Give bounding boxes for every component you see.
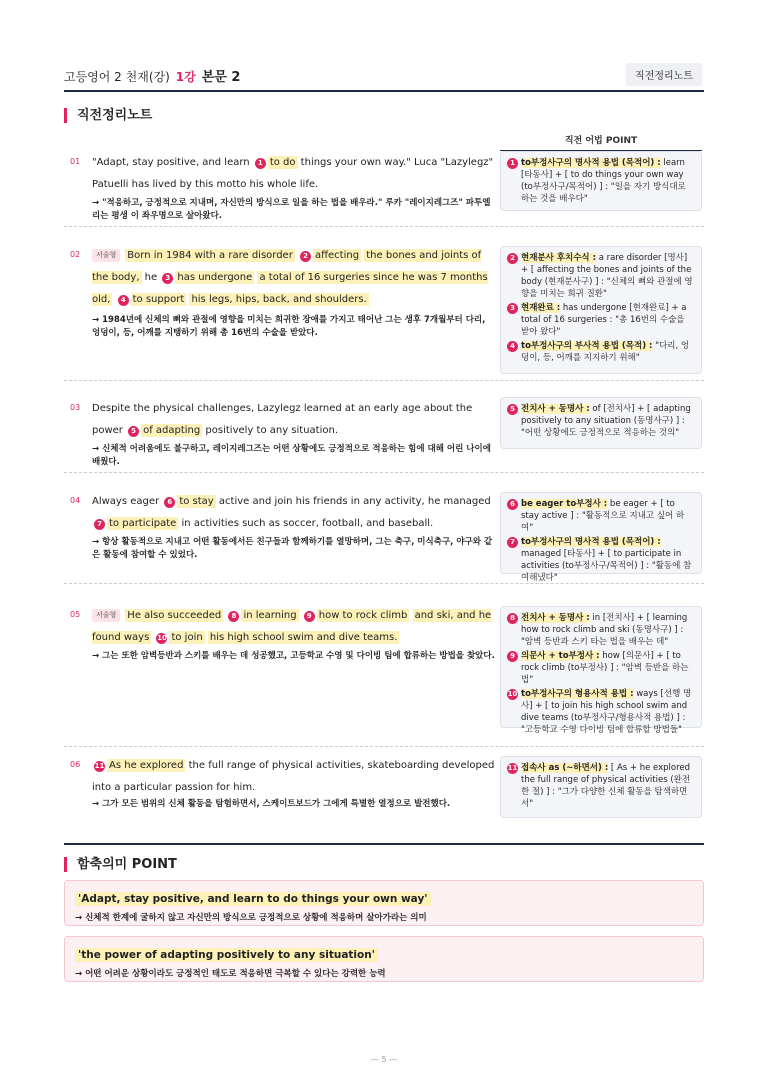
point-marker: 8 bbox=[507, 613, 518, 624]
grammar-explanation: of [전치사] + [ adapting positively to any situation (동명사구) ] : "어떤 상황에도 긍정적으로 적응하는 것의" bbox=[521, 404, 691, 438]
sentence-number: 02 bbox=[70, 250, 81, 259]
sentence-text: positively to any situation. bbox=[202, 425, 339, 436]
essay-tag: 서술형 bbox=[92, 249, 120, 262]
lesson-number: 1강 bbox=[175, 70, 196, 84]
grammar-label: 전치사 + 동명사 : bbox=[521, 613, 590, 623]
highlighted-phrase: in learning bbox=[243, 610, 297, 621]
page-header bbox=[64, 64, 704, 92]
sentence-text: "Adapt, stay positive, and learn bbox=[92, 157, 253, 168]
english-sentence bbox=[92, 491, 496, 535]
highlighted-phrase: As he explored bbox=[109, 760, 184, 771]
point-marker: 10 bbox=[507, 690, 518, 698]
implication-meaning: → 어떤 어려운 상황이라도 긍정적인 태도로 적응하면 극복할 수 있다는 강력한 능력 bbox=[75, 969, 386, 979]
grammar-label: to부정사구의 형용사적 용법 : bbox=[521, 689, 634, 699]
point-marker: 7 bbox=[94, 519, 105, 530]
grammar-point bbox=[507, 612, 695, 648]
grammar-label: 의문사 + to부정사 : bbox=[521, 651, 600, 661]
highlighted-phrase: of adapting bbox=[143, 425, 201, 436]
sentence-text: in activities such as soccer, football, and baseball. bbox=[178, 518, 434, 529]
point-marker: 9 bbox=[507, 651, 518, 662]
grammar-label: 접속사 as (~하면서) : bbox=[521, 763, 609, 773]
section-title: 직전정리노트 bbox=[64, 108, 152, 123]
point-marker: 3 bbox=[162, 273, 173, 284]
grammar-point-box bbox=[500, 151, 702, 211]
grammar-point bbox=[507, 650, 695, 686]
grammar-explanation: a rare disorder [명사] + [ affecting the bones and joints of the body (현재분사구) ] : "신체의 뼈와 관절에 영향을 미치는 희귀 질환" bbox=[521, 253, 693, 299]
grammar-label: 전치사 + 동명사 : bbox=[521, 404, 590, 414]
korean-translation: → 신체적 어려움에도 불구하고, 레이지레그즈는 어떤 상황에도 긍정적으로 적응하는 힘에 대해 어린 나이에 배웠다. bbox=[92, 444, 491, 467]
implication-box-1 bbox=[64, 880, 704, 926]
implication-box-2 bbox=[64, 936, 704, 982]
grammar-explanation: managed [타동사] + [ to participate in activities (to부정사구/목적어) ] : "활동에 참여해냈다" bbox=[521, 549, 692, 583]
point-marker: 2 bbox=[300, 251, 311, 262]
grammar-explanation: be eager + [ to stay active ] : "활동적으로 지내고 싶어 하여" bbox=[521, 499, 685, 533]
implication-title: 함축의미 POINT bbox=[64, 857, 177, 872]
highlighted-phrase: affecting bbox=[315, 250, 360, 261]
highlighted-phrase: his legs, hips, back, and shoulders. bbox=[191, 294, 367, 305]
page-number: — 5 — bbox=[370, 1055, 398, 1064]
header-tag: 직전정리노트 bbox=[626, 63, 702, 86]
grammar-point bbox=[507, 498, 695, 534]
highlighted-phrase: his high school swim and dive teams. bbox=[209, 632, 398, 643]
implication-meaning: → 신체적 한계에 굴하지 않고 자신만의 방식으로 긍정적으로 상황에 적응하며 살아가라는 의미 bbox=[75, 913, 427, 923]
grammar-point-box bbox=[500, 492, 702, 583]
highlighted-phrase: and ski, and he found ways bbox=[92, 610, 492, 643]
point-marker: 6 bbox=[507, 499, 518, 510]
sentence-text bbox=[295, 250, 298, 261]
grammar-point bbox=[507, 688, 695, 736]
grammar-explanation: ways [선행 명사] + [ to join his high school swim and dive teams (to부정사구/형용사적 용법) ] : "고등학교 수영 다이빙 팀에 합류할 방법들" bbox=[521, 689, 692, 735]
point-marker: 11 bbox=[507, 764, 518, 772]
point-marker: 10 bbox=[157, 634, 167, 642]
sentence-text: Despite the physical challenges, Lazylegz learned at an early age about the power bbox=[92, 403, 473, 436]
sentence-text bbox=[299, 610, 302, 621]
highlighted-phrase: to do bbox=[269, 157, 296, 168]
implication-quote: 'the power of adapting positively to any situation' bbox=[75, 948, 378, 962]
english-sentence bbox=[92, 755, 496, 799]
korean-translation: → 항상 활동적으로 지내고 어떤 활동에서든 친구들과 함께하기를 열망하며, 그는 축구, 미식축구, 야구와 같은 활동에 참여할 수 있었다. bbox=[92, 537, 493, 560]
header-left bbox=[64, 66, 240, 85]
sentence-text: he bbox=[141, 272, 161, 283]
sentence-number: 01 bbox=[70, 157, 81, 166]
grammar-point bbox=[507, 252, 695, 300]
row-divider bbox=[64, 472, 704, 473]
korean-translation: → "적응하고, 긍정적으로 지내며, 자신만의 방식으로 일을 하는 법을 배우라." 루카 "레이지레그즈" 파투엘리는 평생 이 좌우명으로 살아왔다. bbox=[92, 198, 491, 221]
sentence-text bbox=[223, 610, 226, 621]
header-title: 본문 2 bbox=[201, 70, 241, 85]
grammar-point-box bbox=[500, 756, 702, 818]
grammar-label: to부정사구의 명사적 용법 (목적어) : bbox=[521, 537, 661, 547]
grammar-explanation: learn [타동사] + [ to do things your own way (to부정사구/목적어) ] : "일을 자기 방식대로 하는 것을 배우다" bbox=[521, 158, 686, 204]
point-column-heading: 직전 어법 POINT bbox=[500, 133, 702, 151]
sentence-number: 03 bbox=[70, 403, 81, 412]
point-marker: 8 bbox=[228, 611, 239, 622]
grammar-point bbox=[507, 536, 695, 584]
sentence-text: things your own way." Luca "Lazylegz" Patuelli has lived by this motto his whole life. bbox=[92, 157, 494, 190]
row-divider bbox=[64, 226, 704, 227]
point-marker: 11 bbox=[94, 762, 105, 770]
sentence-text bbox=[151, 632, 154, 643]
highlighted-phrase: to support bbox=[132, 294, 185, 305]
sentence-number: 05 bbox=[70, 610, 81, 619]
highlighted-phrase: has undergone bbox=[177, 272, 253, 283]
highlighted-phrase: the bones and joints of the body, bbox=[92, 250, 482, 283]
point-marker: 7 bbox=[507, 537, 518, 548]
grammar-point bbox=[507, 157, 695, 205]
highlighted-phrase: to join bbox=[171, 632, 203, 643]
highlighted-phrase: to participate bbox=[109, 518, 177, 529]
grammar-explanation: [ As + he explored the full range of physical activities (완전한 절) ] : "그가 다양한 신체 활동을 탐색하면서" bbox=[521, 763, 691, 809]
point-marker: 3 bbox=[507, 303, 518, 314]
grammar-label: be eager to부정사 : bbox=[521, 499, 608, 509]
point-marker: 1 bbox=[507, 158, 518, 169]
sentence-text: the full range of physical activities, skateboarding developed into a particular passion for him. bbox=[92, 760, 495, 793]
course-name: 고등영어 2 천재(강) bbox=[64, 70, 170, 84]
point-marker: 6 bbox=[164, 497, 175, 508]
row-divider bbox=[64, 746, 704, 747]
english-sentence bbox=[92, 398, 496, 442]
highlighted-phrase: He also succeeded bbox=[127, 610, 222, 621]
point-marker: 9 bbox=[304, 611, 315, 622]
point-marker: 5 bbox=[507, 404, 518, 415]
grammar-explanation: in [전치사] + [ learning how to rock climb and ski (동명사구) ] : "암벽 등반과 스키 타는 법을 배우는 데" bbox=[521, 613, 688, 647]
english-sentence bbox=[92, 245, 496, 311]
grammar-label: to부정사구의 명사적 용법 (목적어) : bbox=[521, 158, 661, 168]
grammar-label: to부정사구의 부사적 용법 (목적) : bbox=[521, 341, 653, 351]
sentence-text: active and join his friends in any activity, he managed bbox=[215, 496, 491, 507]
point-marker: 4 bbox=[507, 341, 518, 352]
korean-translation: → 그는 또한 암벽등반과 스키를 배우는 데 성공했고, 고등학교 수영 및 다이빙 팀에 합류하는 방법을 찾았다. bbox=[92, 651, 495, 661]
korean-translation: → 그가 모든 범위의 신체 활동을 탐험하면서, 스케이트보드가 그에게 특별한 열정으로 발전했다. bbox=[92, 799, 451, 809]
grammar-label: 현재완료 : bbox=[521, 303, 561, 313]
highlighted-phrase: how to rock climb bbox=[318, 610, 408, 621]
sentence-number: 06 bbox=[70, 760, 81, 769]
point-marker: 5 bbox=[128, 426, 139, 437]
highlighted-phrase: a total of 16 surgeries since he was 7 months old, bbox=[92, 272, 488, 305]
essay-tag: 서술형 bbox=[92, 609, 120, 622]
grammar-explanation: has undergone [현재완료] + a total of 16 surgeries : "총 16번의 수술을 받아 왔다" bbox=[521, 303, 687, 337]
korean-translation: → 1984년에 신체의 뼈와 관절에 영향을 미치는 희귀한 장애를 가지고 태어난 그는 생후 7개월부터 다리, 엉덩이, 등, 어깨를 지탱하기 위해 총 16번의 수술을 받았다. bbox=[92, 315, 486, 338]
row-divider bbox=[64, 583, 704, 584]
sentence-number: 04 bbox=[70, 496, 81, 505]
point-marker: 2 bbox=[507, 253, 518, 264]
sentence-text: Always eager bbox=[92, 496, 163, 507]
english-sentence bbox=[92, 605, 496, 649]
grammar-point-box bbox=[500, 246, 702, 374]
point-marker: 4 bbox=[118, 295, 129, 306]
row-divider bbox=[64, 380, 704, 381]
grammar-point-box bbox=[500, 606, 702, 735]
sentence-text bbox=[112, 294, 115, 305]
implication-quote: 'Adapt, stay positive, and learn to do things your own way' bbox=[75, 892, 431, 906]
english-sentence bbox=[92, 152, 496, 196]
section-divider bbox=[64, 843, 704, 845]
highlighted-phrase: Born in 1984 with a rare disorder bbox=[127, 250, 293, 261]
point-marker: 1 bbox=[255, 158, 266, 169]
grammar-point bbox=[507, 403, 695, 439]
grammar-point bbox=[507, 302, 695, 338]
grammar-point bbox=[507, 762, 695, 810]
grammar-point bbox=[507, 340, 695, 364]
grammar-explanation: "다리, 엉덩이, 등, 어깨를 지지하기 위해" bbox=[521, 341, 690, 363]
grammar-explanation: how [의문사] + [ to rock climb (to부정사) ] : "암벽 등반을 하는 법" bbox=[521, 651, 689, 685]
grammar-label: 현재분사 후치수식 : bbox=[521, 253, 597, 263]
highlighted-phrase: to stay bbox=[179, 496, 214, 507]
grammar-point-box bbox=[500, 397, 702, 449]
